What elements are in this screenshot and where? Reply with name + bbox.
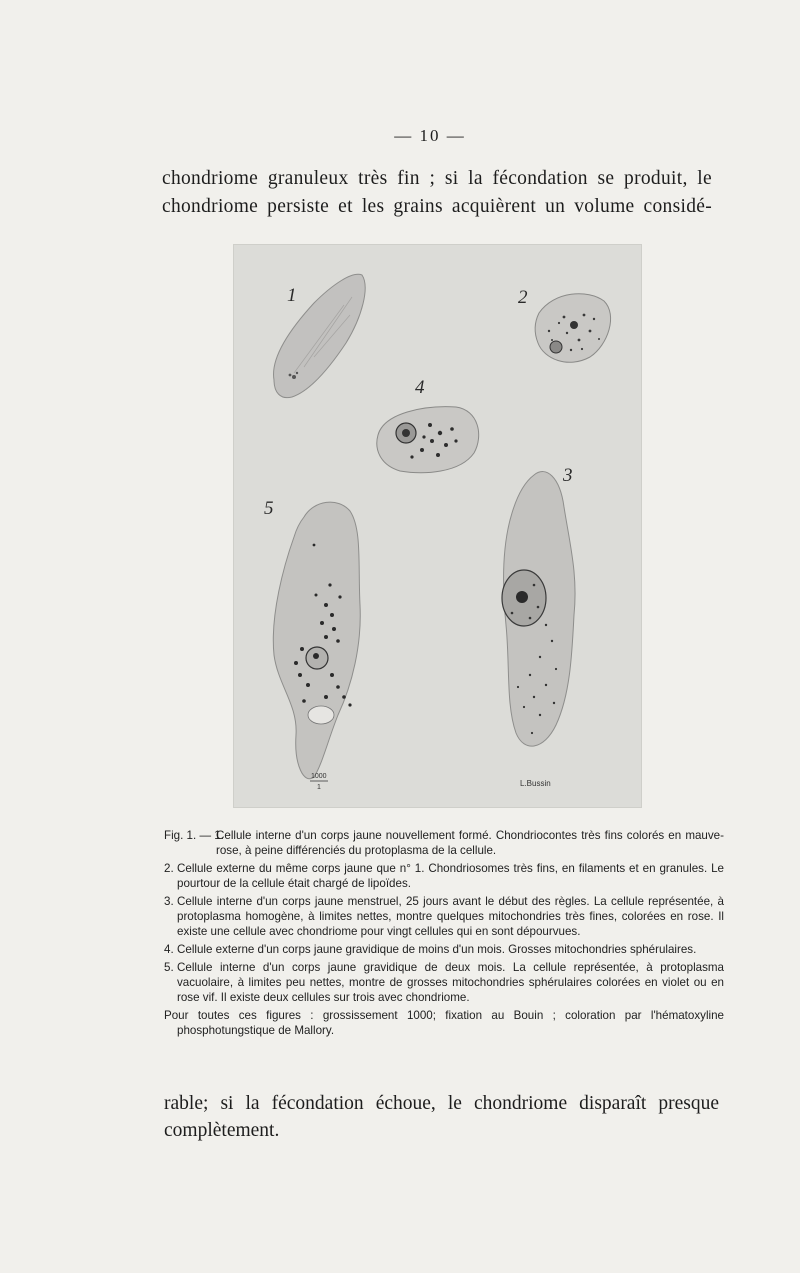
page-number: — 10 — bbox=[394, 126, 466, 145]
caption-text: Cellule interne d'un corps jaune menstruel, 25 jours avant le début des règles. La cellule représentée, à protoplasma homogène, à limites nettes, montre quelques mitochondries très fines, colorées en rose. Il existe une cellule avec chondriome pour vingt cellules qui en sont dépourvues. bbox=[177, 895, 724, 938]
scale-mark bbox=[310, 773, 328, 791]
paragraph-bottom-line: rable; si la fécondation échoue, le chondriome disparaît presque bbox=[164, 1093, 719, 1114]
label-cell-5: 5 bbox=[264, 498, 274, 519]
cell-4 bbox=[377, 407, 479, 473]
cell-2 bbox=[535, 294, 610, 363]
label-cell-4: 4 bbox=[415, 377, 425, 398]
caption-item-4 bbox=[164, 942, 724, 957]
caption-number: 5. bbox=[164, 961, 174, 974]
cell-3 bbox=[502, 472, 575, 747]
paragraph-top-line: chondriome persiste et les grains acquièrent un volume considé- bbox=[162, 196, 712, 217]
cell-5 bbox=[273, 502, 360, 779]
paragraph-bottom-line: complètement. bbox=[164, 1120, 280, 1141]
cell-illustrations bbox=[234, 245, 641, 807]
label-cell-3: 3 bbox=[563, 465, 573, 486]
caption-figure-prefix: Fig. 1. — 1. bbox=[164, 829, 224, 842]
illustrator-signature: L.Bussin bbox=[520, 779, 551, 788]
paragraph-bottom bbox=[164, 1090, 719, 1144]
caption-text: Cellule interne d'un corps jaune gravidique de deux mois. La cellule représentée, à protoplasma vacuolaire, à limites peu nettes, montre de grosses mitochondries sphérulaires colorées en violet ou en rose vif. Il existe deux cellules sur trois avec chondriome. bbox=[177, 961, 724, 1004]
scale-denominator: 1 bbox=[317, 784, 321, 791]
scale-numerator: 1000 bbox=[311, 773, 327, 780]
paragraph-top-line: chondriome granuleux très fin ; si la fécondation se produit, le bbox=[162, 168, 712, 189]
figure-caption bbox=[164, 828, 724, 1038]
caption-item-2 bbox=[164, 861, 724, 891]
figure-plate bbox=[234, 245, 641, 807]
caption-number: 2. bbox=[164, 862, 174, 875]
label-cell-2: 2 bbox=[518, 287, 528, 308]
label-cell-1: 1 bbox=[287, 285, 297, 306]
caption-item-3 bbox=[164, 894, 724, 939]
caption-item-1 bbox=[164, 828, 724, 858]
caption-number: 4. bbox=[164, 943, 174, 956]
caption-text: Cellule externe du même corps jaune que n° 1. Chondriosomes très fins, en filaments et en granules. Le pourtour de la cellule était chargé de lipoïdes. bbox=[177, 862, 724, 890]
paragraph-top bbox=[162, 165, 712, 221]
caption-number: 3. bbox=[164, 895, 174, 908]
caption-text: Cellule interne d'un corps jaune nouvellement formé. Chondriocontes très fins colorés en mauve-rose, à peine différenciés du protoplasma de la cellule. bbox=[216, 829, 724, 857]
caption-text: Cellule externe d'un corps jaune gravidique de moins d'un mois. Grosses mitochondries sphérulaires. bbox=[177, 943, 697, 956]
caption-note: Pour toutes ces figures : grossissement 1000; fixation au Bouin ; coloration par l'hématoxyline phosphotungstique de Mallory. bbox=[164, 1009, 724, 1037]
caption-item-5 bbox=[164, 960, 724, 1005]
